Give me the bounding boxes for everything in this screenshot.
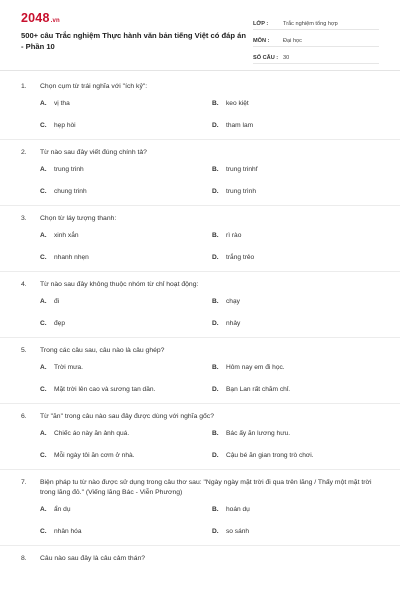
answer-options [40, 158, 382, 202]
option-text: nhảy [226, 319, 241, 327]
option-letter: B. [212, 165, 219, 173]
option-text: chạy [226, 297, 240, 305]
answer-option-d[interactable] [212, 378, 384, 400]
option-text: nhân hóa [54, 527, 82, 535]
option-letter: D. [212, 385, 219, 393]
question-4 [0, 280, 400, 334]
option-text: Trời mưa. [54, 363, 84, 371]
answer-option-b[interactable] [212, 422, 384, 444]
option-text: trung trinhf [226, 165, 258, 173]
option-text: keo kiệt [226, 99, 249, 107]
answer-options [40, 290, 382, 334]
option-letter: D. [212, 527, 219, 535]
answer-options [40, 92, 382, 136]
option-letter: B. [212, 231, 219, 239]
answer-option-c[interactable] [40, 378, 212, 400]
option-letter: C. [40, 527, 47, 535]
option-text: nhanh nhẹn [54, 253, 89, 261]
option-letter: C. [40, 451, 47, 459]
question-stem [21, 214, 382, 224]
option-letter: C. [40, 187, 47, 195]
question-number: 4. [21, 281, 27, 288]
question-2 [0, 148, 400, 202]
question-7 [0, 478, 400, 542]
option-letter: A. [40, 505, 47, 513]
answer-options [40, 356, 382, 400]
question-text: Chọn cụm từ trái nghĩa với "ích kỷ": [40, 83, 148, 90]
answer-option-a[interactable] [40, 498, 212, 520]
option-letter: D. [212, 253, 219, 261]
question-divider [0, 139, 400, 140]
answer-option-d[interactable] [212, 114, 384, 136]
answer-option-a[interactable] [40, 158, 212, 180]
answer-option-a[interactable] [40, 92, 212, 114]
answer-option-a[interactable] [40, 422, 212, 444]
answer-options [40, 498, 382, 542]
option-letter: B. [212, 363, 219, 371]
answer-option-a[interactable] [40, 356, 212, 378]
option-text: Bác ấy ăn lương hưu. [226, 429, 291, 437]
answer-option-c[interactable] [40, 114, 212, 136]
question-1 [0, 82, 400, 136]
option-letter: A. [40, 429, 47, 437]
option-text: Chiếc áo này ăn ảnh quá. [54, 429, 130, 437]
meta-row-class [253, 14, 379, 30]
question-number: 3. [21, 215, 27, 222]
answer-option-c[interactable] [40, 444, 212, 466]
question-number: 1. [21, 83, 27, 90]
option-letter: D. [212, 319, 219, 327]
option-letter: A. [40, 297, 47, 305]
answer-option-b[interactable] [212, 92, 384, 114]
question-list [0, 72, 400, 564]
option-letter: C. [40, 385, 47, 393]
logo-main-text: 2048 [21, 11, 50, 25]
question-stem [21, 82, 382, 92]
meta-value: Trắc nghiệm tổng hợp [283, 21, 338, 27]
option-letter: A. [40, 363, 47, 371]
logo-sub-text: .vn [50, 18, 60, 24]
option-letter: D. [212, 451, 219, 459]
question-stem [21, 478, 382, 498]
option-text: Bạn Lan rất chăm chỉ. [226, 385, 291, 393]
option-text: Mỗi ngày tôi ăn cơm ở nhà. [54, 451, 135, 459]
option-text: ẩn dụ [54, 505, 71, 513]
answer-option-d[interactable] [212, 180, 384, 202]
question-8 [0, 554, 400, 564]
option-text: hoán dụ [226, 505, 250, 513]
answer-option-c[interactable] [40, 520, 212, 542]
option-letter: C. [40, 121, 47, 129]
answer-option-a[interactable] [40, 290, 212, 312]
question-divider [0, 545, 400, 546]
question-text: Từ nào sau đây viết đúng chính tả? [40, 149, 147, 156]
question-text: Trong các câu sau, câu nào là câu ghép? [40, 347, 165, 354]
option-letter: B. [212, 429, 219, 437]
meta-label: MÔN : [253, 38, 270, 44]
question-divider [0, 469, 400, 470]
question-text: Câu nào sau đây là câu cảm thán? [40, 555, 146, 562]
option-text: đi [54, 297, 60, 305]
document-title: 500+ câu Trắc nghiệm Thực hành văn bản tiếng Việt có đáp án - Phần 10 [21, 31, 247, 51]
meta-row-count [253, 48, 379, 64]
answer-option-b[interactable] [212, 356, 384, 378]
option-text: tham lam [226, 121, 254, 129]
question-3 [0, 214, 400, 268]
meta-value: 30 [283, 55, 290, 61]
meta-row-subject [253, 31, 379, 47]
option-letter: A. [40, 165, 47, 173]
option-letter: A. [40, 231, 47, 239]
question-number: 7. [21, 479, 27, 486]
option-text: vị tha [54, 99, 70, 107]
meta-value: Đại học [283, 38, 302, 44]
question-stem [21, 412, 382, 422]
question-stem [21, 346, 382, 356]
question-number: 2. [21, 149, 27, 156]
question-divider [0, 271, 400, 272]
option-text: so sánh [226, 527, 250, 535]
option-letter: B. [212, 297, 219, 305]
option-text: trung trình [226, 187, 257, 195]
option-letter: C. [40, 253, 47, 261]
question-stem [21, 280, 382, 290]
site-logo[interactable] [21, 11, 60, 25]
answer-option-b[interactable] [212, 158, 384, 180]
meta-label: LỚP : [253, 21, 269, 27]
option-letter: C. [40, 319, 47, 327]
question-text: Từ "ăn" trong câu nào sau đây được dùng với nghĩa gốc? [40, 413, 214, 420]
answer-option-c[interactable] [40, 180, 212, 202]
answer-option-d[interactable] [212, 246, 384, 268]
option-letter: D. [212, 121, 219, 129]
answer-option-a[interactable] [40, 224, 212, 246]
question-text: Biện pháp tu từ nào được sử dụng trong câu thơ sau: "Ngày ngày mặt trời đi qua trên lăng / Thấy một mặt trời trong lăng đỏ." (Viếng lăng Bác - Viễn Phương) [40, 479, 372, 496]
question-stem [21, 554, 382, 564]
answer-option-b[interactable] [212, 290, 384, 312]
option-letter: B. [212, 505, 219, 513]
option-text: xinh xắn [54, 231, 79, 239]
answer-option-d[interactable] [212, 444, 384, 466]
answer-option-b[interactable] [212, 224, 384, 246]
question-number: 6. [21, 413, 27, 420]
answer-options [40, 224, 382, 268]
header-divider [0, 70, 400, 71]
option-text: chung trinh [54, 187, 87, 195]
answer-options [40, 422, 382, 466]
option-letter: D. [212, 187, 219, 195]
question-divider [0, 337, 400, 338]
option-text: đẹp [54, 319, 66, 327]
answer-option-d[interactable] [212, 520, 384, 542]
meta-label: SỐ CÂU : [253, 55, 279, 61]
option-text: Hôm nay em đi học. [226, 363, 285, 371]
answer-option-d[interactable] [212, 312, 384, 334]
answer-option-c[interactable] [40, 246, 212, 268]
answer-option-b[interactable] [212, 498, 384, 520]
question-stem [21, 148, 382, 158]
question-divider [0, 403, 400, 404]
option-text: Cậu bé ăn gian trong trò chơi. [226, 451, 314, 459]
option-letter: B. [212, 99, 219, 107]
question-text: Từ nào sau đây không thuộc nhóm từ chỉ hoạt động: [40, 281, 199, 288]
question-number: 8. [21, 555, 27, 562]
option-text: hẹp hòi [54, 121, 76, 129]
answer-option-c[interactable] [40, 312, 212, 334]
question-6 [0, 412, 400, 466]
option-text: trung trinh [54, 165, 84, 173]
option-letter: A. [40, 99, 47, 107]
page-header [0, 0, 400, 66]
document-meta [253, 14, 379, 65]
option-text: rì rào [226, 231, 242, 239]
option-text: Mặt trời lên cao và sương tan dần. [54, 385, 156, 393]
question-5 [0, 346, 400, 400]
question-number: 5. [21, 347, 27, 354]
question-text: Chọn từ láy tượng thanh: [40, 215, 117, 222]
question-divider [0, 205, 400, 206]
option-text: trắng trẻo [226, 253, 255, 261]
